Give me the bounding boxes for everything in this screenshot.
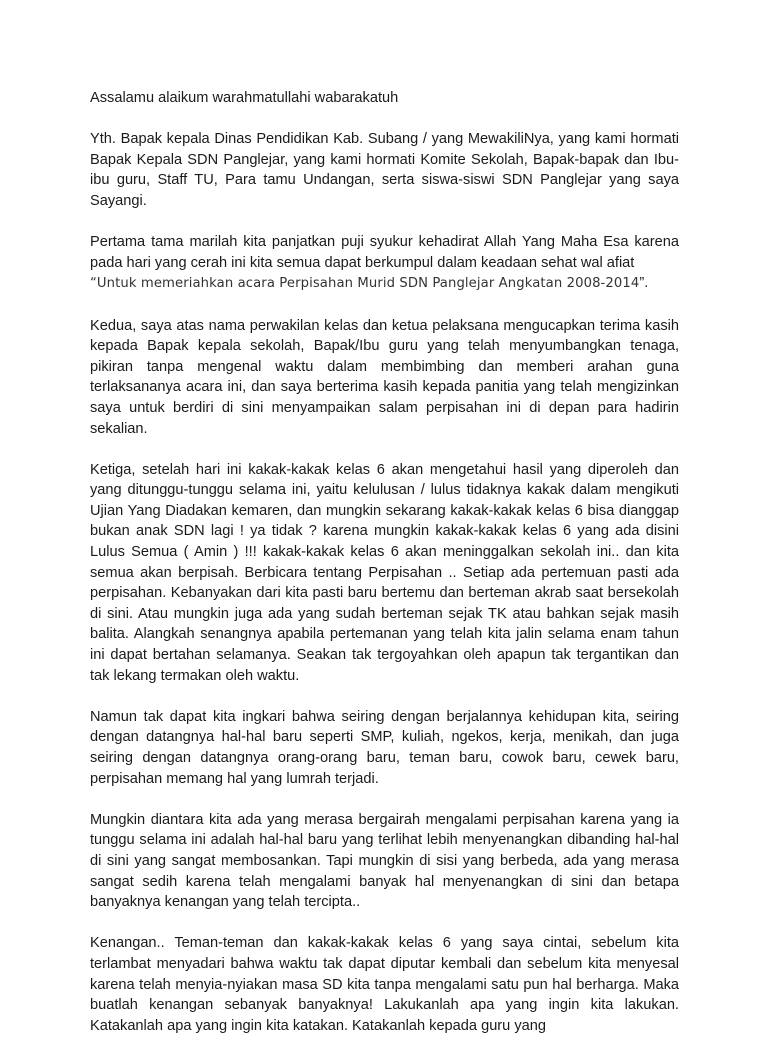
paragraph-third: Ketiga, setelah hari ini kakak-kakak kelas 6 akan mengetahui hasil yang diperoleh dan yang ditunggu-tunggu selama ini, yaitu kelulusan / lulus tidaknya kakak dalam mengikuti Ujian Yang Diadakan kemaren, dan mungkin sekarang kakak-kakak kelas 6 bisa dianggap bukan anak SDN lagi ! ya tidak ? karena mungkin kakak-kakak kelas 6 yang ada disini Lulus Semua ( Amin ) !!! kakak-kakak kelas 6 akan meninggalkan sekolah ini.. dan kita semua akan berpisah. Berbicara tentang Perpisahan .. Setiap ada pertemuan pasti ada perpisahan. Kebanyakan dari kita pasti baru bertemu dan berteman akrab saat bersekolah di sini. Atau mungkin juga ada yang sudah berteman sejak TK atau bahkan sejak masih balita. Alangkah senangnya apabila pertemanan yang telah kita jalin selama enam tahun ini dapat bertahan selamanya. Seakan tak tergoyahkan oleh apapun tak tergantikan dan tak lekang termakan oleh waktu. — [90, 461, 679, 684]
paragraph-opening-text: Pertama tama marilah kita panjatkan puji syukur kehadirat Allah Yang Maha Esa karena pada hari yang cerah ini kita semua dapat berkumpul dalam keadaan sehat wal afiat — [90, 234, 679, 271]
paragraph-opening — [90, 232, 679, 295]
event-quote: “Untuk memeriahkan acara Perpisahan Murid SDN Panglejar Angkatan 2008-2014 — [90, 276, 640, 292]
greeting: Assalamu alaikum warahmatullahi wabarakatuh — [90, 90, 399, 106]
paragraph-address: Yth. Bapak kepala Dinas Pendidikan Kab. Subang / yang MewakiliNya, yang kami hormati Bapak Kepala SDN Panglejar, yang kami hormati Komite Sekolah, Bapak-bapak dan Ibu-ibu guru, Staff TU, Para tamu Undangan, serta siswa-siswi SDN Panglejar yang saya Sayangi. — [90, 131, 679, 209]
paragraph-mungkin: Mungkin diantara kita ada yang merasa bergairah mengalami perpisahan karena yang ia tunggu selama ini adalah hal-hal baru yang terlihat lebih menyenangkan dibanding hal-hal di sini yang sangat membosankan. Tapi mungkin di sisi yang berbeda, ada yang merasa sangat sedih karena telah mengalami banyak hal menyenangkan di sini dan betapa banyaknya kenangan yang telah tercipta.. — [90, 811, 679, 911]
paragraph-thanks: Kedua, saya atas nama perwakilan kelas dan ketua pelaksana mengucapkan terima kasih kepada Bapak kepala sekolah, Bapak/Ibu guru yang telah menyumbangkan tenaga, pikiran tanpa mengenal waktu dalam membimbing dan memberi arahan guna terlaksananya acara ini, dan saya berterima kasih kepada panitia yang telah mengizinkan saya untuk berdiri di sini menyampaikan salam perpisahan ini di depan para hadirin sekalian. — [90, 317, 679, 437]
event-quote-end: ”. — [639, 275, 649, 292]
document-page — [90, 88, 679, 1057]
paragraph-kenangan: Kenangan.. Teman-teman dan kakak-kakak kelas 6 yang saya cintai, sebelum kita terlambat menyadari bahwa waktu tak dapat diputar kembali dan sebelum kita menyesal karena telah menyia-nyiakan masa SD kita tanpa mengalami satu pun hal berharga. Maka buatlah kenangan sebanyak banyaknya! Lakukanlah apa yang ingin kita lakukan. Katakanlah apa yang ingin kita katakan. Katakanlah kepada guru yang — [90, 935, 679, 1034]
paragraph-namun: Namun tak dapat kita ingkari bahwa seiring dengan berjalannya kehidupan kita, seiring dengan datangnya hal-hal baru seperti SMP, kuliah, ngekos, kerja, menikah, dan juga seiring dengan datangnya orang-orang baru, teman baru, cowok baru, cewek baru, perpisahan memang hal yang lumrah terjadi. — [90, 708, 679, 787]
